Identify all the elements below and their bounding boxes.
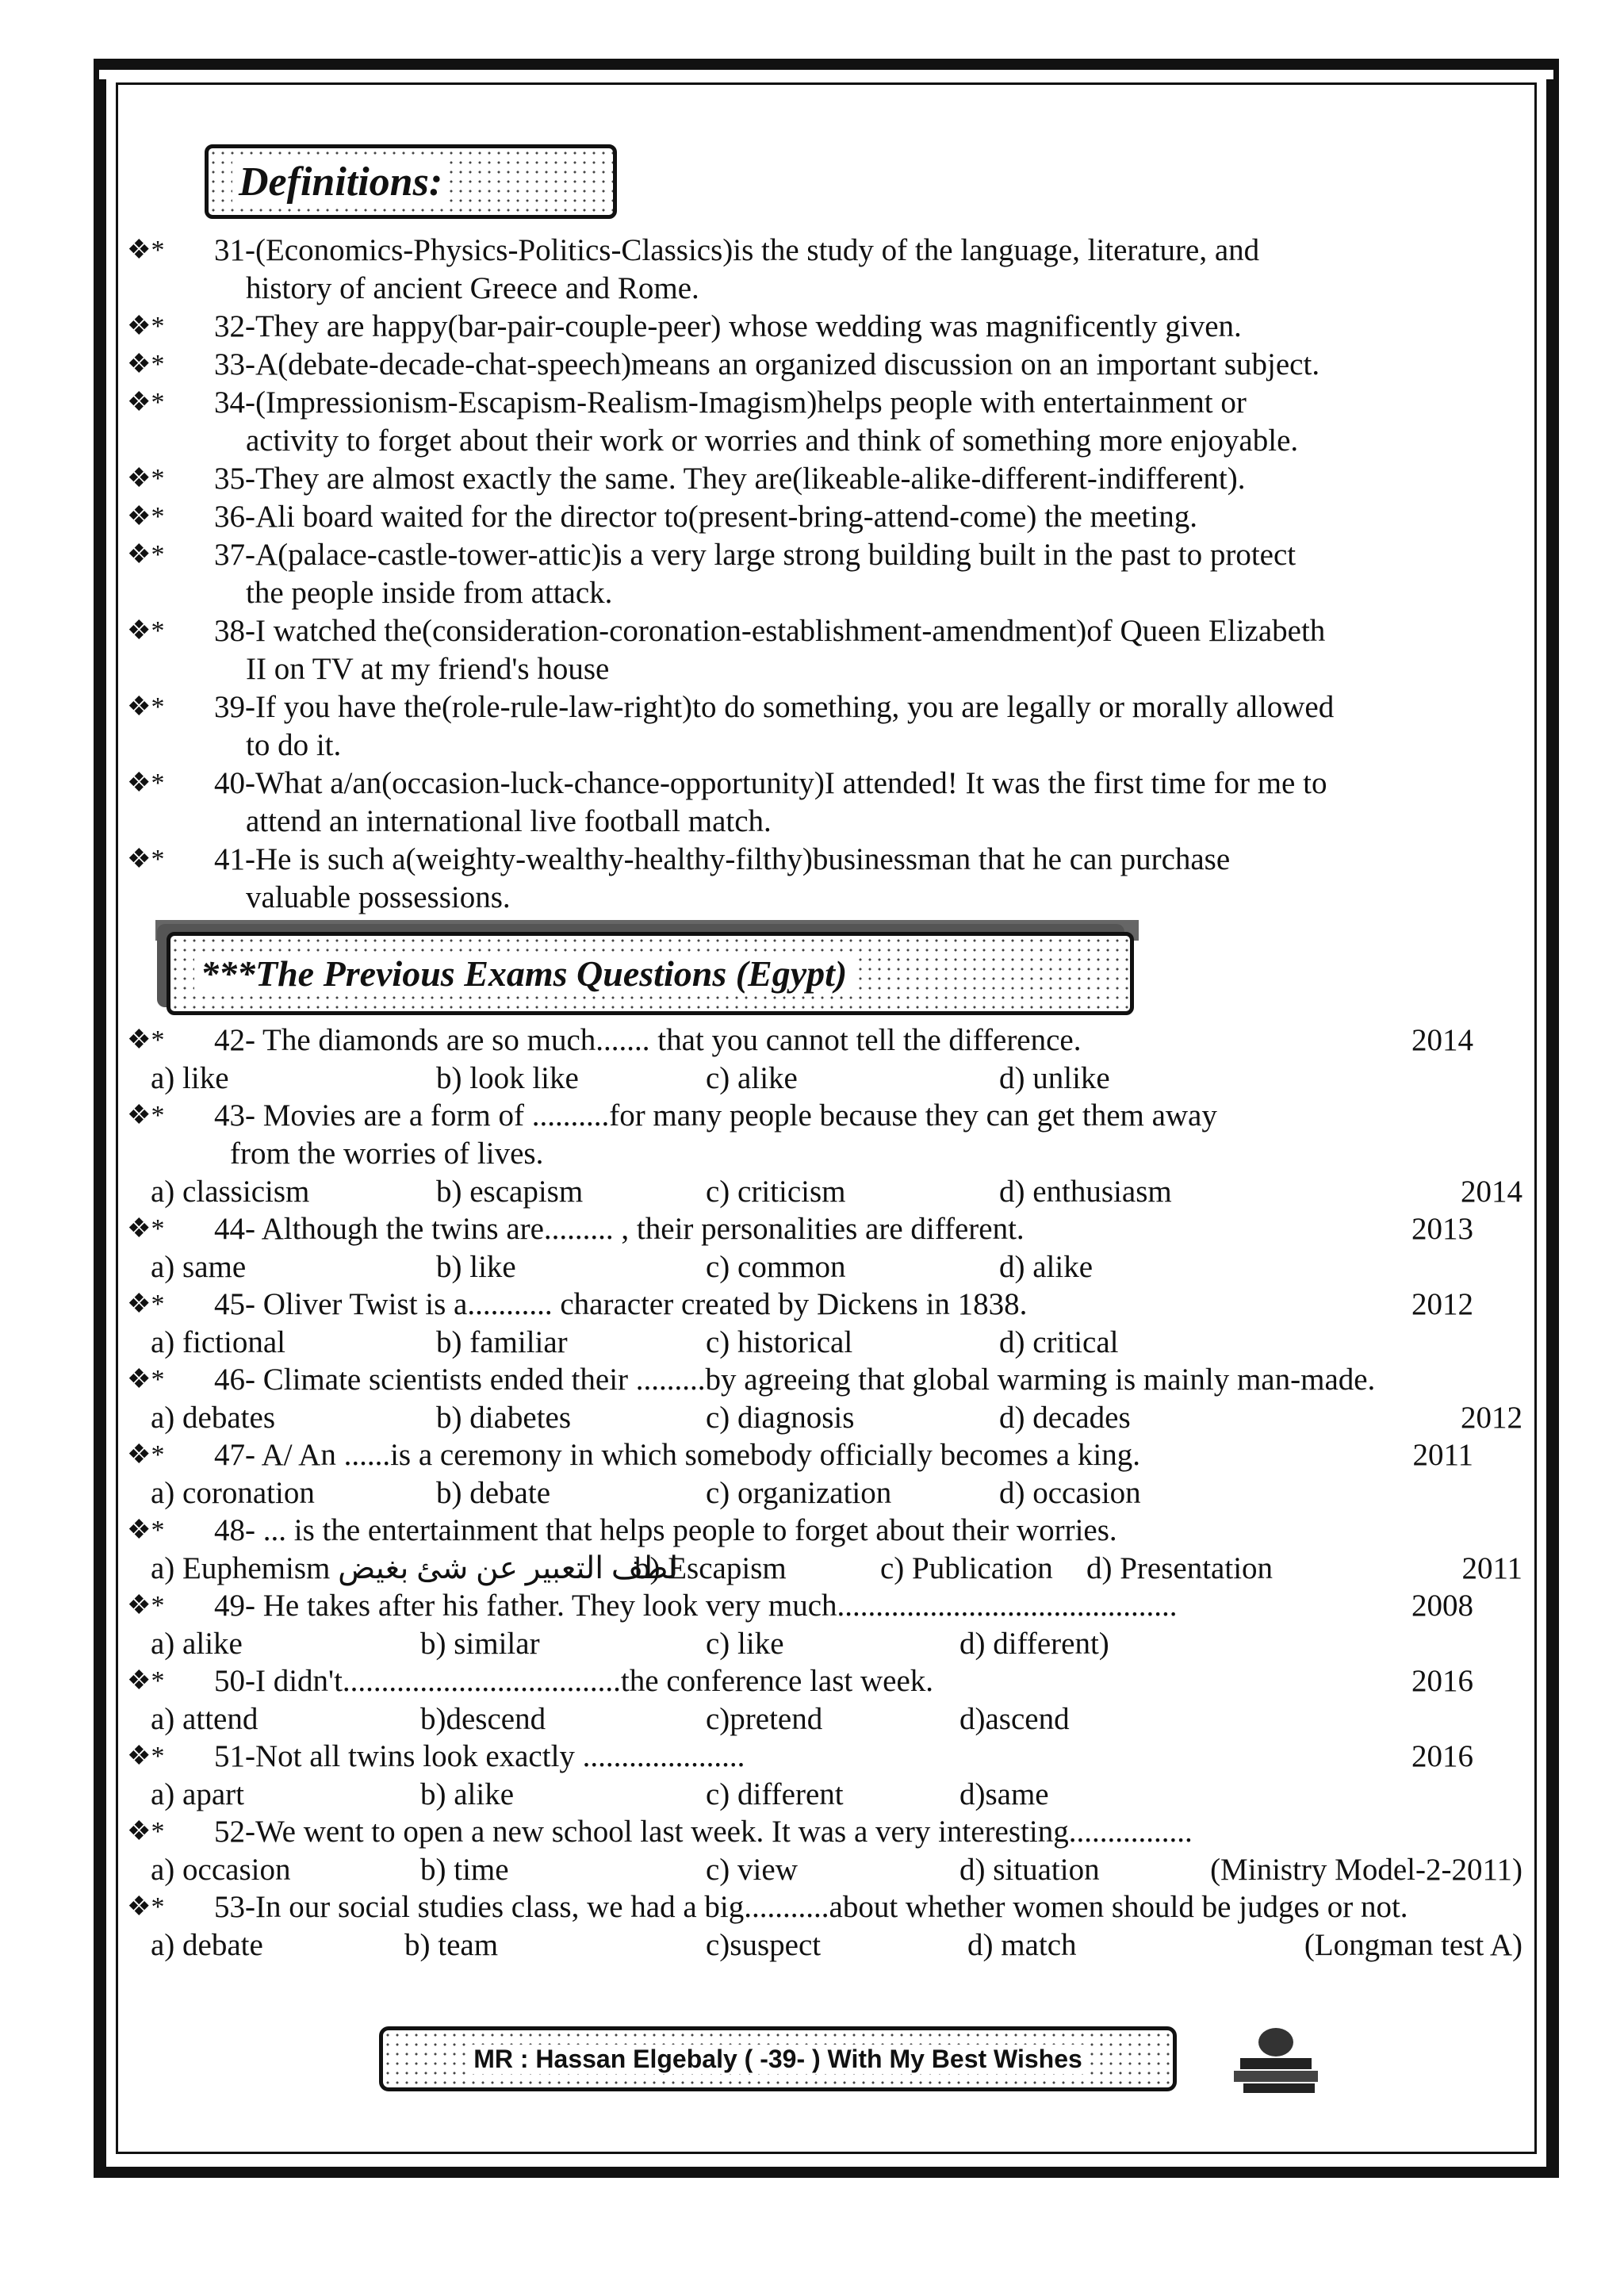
answer-option: c) common [706, 1250, 846, 1284]
definition-line: valuable possessions. [246, 880, 511, 914]
bullet-icon: ❖* [127, 1666, 165, 1696]
answer-options [151, 1399, 1522, 1436]
answer-options [151, 1173, 1522, 1210]
answer-option: a) fictional [151, 1325, 285, 1359]
bullet-icon: ❖* [127, 1290, 165, 1319]
answer-option: d) different) [959, 1627, 1109, 1661]
bullet-icon: ❖* [127, 236, 165, 265]
answer-options [151, 1700, 1522, 1738]
bullet-icon: ❖* [127, 1516, 165, 1545]
bullet-icon: ❖* [127, 1214, 165, 1244]
bullet-icon: ❖* [127, 1440, 165, 1470]
bullet-icon: ❖* [127, 464, 165, 493]
answer-option: b)descend [420, 1702, 546, 1736]
exam-year: 2016 [1411, 1664, 1473, 1698]
question-text: 42- The diamonds are so much....... that you cannot tell the difference. [214, 1023, 1082, 1057]
question-text: 53-In our social studies class, we had a big...........about whether women should be judges or not. [214, 1890, 1408, 1924]
answer-options [151, 1550, 1522, 1587]
definition-line: 36-Ali board waited for the director to(present-bring-attend-come) the meeting. [214, 500, 1197, 534]
question-text: 44- Although the twins are......... , their personalities are different. [214, 1212, 1025, 1246]
answer-option: c) different [706, 1777, 844, 1811]
answer-option: a) debates [151, 1401, 275, 1435]
question-text: 45- Oliver Twist is a........... character created by Dickens in 1838. [214, 1287, 1028, 1321]
exam-year: 2014 [1461, 1175, 1522, 1209]
definitions-heading-text: Definitions: [232, 159, 449, 205]
exam-year: 2012 [1461, 1401, 1522, 1435]
answer-option: c) historical [706, 1325, 853, 1359]
answer-option: d) critical [999, 1325, 1119, 1359]
definition-item [127, 688, 1522, 765]
question-item [127, 1813, 1522, 1888]
answer-option: a) alike [151, 1627, 243, 1661]
answer-option: b) familiar [436, 1325, 568, 1359]
answer-option: a) Euphemism لطف التعبير عن شئ بغيض [151, 1551, 679, 1585]
question-item [127, 1097, 1522, 1210]
answer-options [151, 1248, 1522, 1286]
question-item [127, 1662, 1522, 1738]
exam-year: 2016 [1411, 1739, 1473, 1773]
question-item [127, 1286, 1522, 1361]
answer-option: b) like [436, 1250, 516, 1284]
exam-year: 2013 [1411, 1212, 1473, 1246]
definitions-section [127, 232, 1522, 917]
question-item [127, 1022, 1522, 1097]
answer-option: c) view [706, 1853, 798, 1887]
definition-item [127, 346, 1522, 384]
answer-option: d) unlike [999, 1061, 1110, 1095]
exam-year: (Longman test A) [1304, 1928, 1522, 1962]
answer-option: a) classicism [151, 1175, 310, 1209]
definition-line: 38-I watched the(consideration-coronation-establishment-amendment)of Queen Elizabeth [214, 614, 1326, 648]
answer-options [151, 1060, 1522, 1097]
answer-option: b) diabetes [436, 1401, 572, 1435]
answer-option: b) similar [420, 1627, 540, 1661]
answer-options [151, 1851, 1522, 1888]
answer-option: c) organization [706, 1476, 892, 1510]
definition-item [127, 460, 1522, 498]
questions-section [127, 1022, 1522, 1964]
answer-option: b) look like [436, 1061, 579, 1095]
bullet-icon: ❖* [127, 616, 165, 646]
answer-options [151, 1926, 1522, 1964]
definition-line: 34-(Impressionism-Escapism-Realism-Imagism)helps people with entertainment or [214, 385, 1247, 420]
footer-text: MR : Hassan Elgebaly ( -39- ) With My Best Wishes [465, 2045, 1090, 2074]
definition-item [127, 232, 1522, 308]
question-item [127, 1210, 1522, 1286]
definition-line: 39-If you have the(role-rule-law-right)to do something, you are legally or morally allowed [214, 690, 1335, 724]
books-icon [1224, 2018, 1327, 2098]
answer-option: b) alike [420, 1777, 515, 1811]
answer-option: b) team [404, 1928, 499, 1962]
question-text: 43- Movies are a form of ..........for many people because they can get them away [214, 1098, 1217, 1133]
answer-option: c) like [706, 1627, 784, 1661]
bullet-icon: ❖* [127, 692, 165, 722]
footer-banner [379, 2026, 1177, 2091]
answer-option: a) coronation [151, 1476, 315, 1510]
answer-option: d) enthusiasm [999, 1175, 1172, 1209]
definition-item [127, 536, 1522, 612]
bullet-icon: ❖* [127, 540, 165, 569]
definition-line: to do it. [246, 728, 342, 762]
exam-year: 2012 [1411, 1287, 1473, 1321]
definition-line: II on TV at my friend's house [246, 652, 610, 686]
question-text: 50-I didn't....................................the conference last week. [214, 1664, 934, 1698]
exam-heading-text: ***The Previous Exams Questions (Egypt) [194, 953, 853, 995]
definition-line: 32-They are happy(bar-pair-couple-peer) whose wedding was magnificently given. [214, 309, 1242, 343]
answer-option: a) debate [151, 1928, 263, 1962]
exam-year: 2008 [1411, 1589, 1473, 1623]
answer-option: b) escapism [436, 1175, 584, 1209]
bullet-icon: ❖* [127, 1101, 165, 1130]
answer-option: d) alike [999, 1250, 1094, 1284]
question-item [127, 1512, 1522, 1587]
exam-year: 2011 [1412, 1438, 1473, 1472]
question-text: from the worries of lives. [230, 1137, 544, 1171]
definition-line: the people inside from attack. [246, 576, 613, 610]
answer-option: c) diagnosis [706, 1401, 855, 1435]
answer-option: c) alike [706, 1061, 798, 1095]
answer-option: a) same [151, 1250, 247, 1284]
bullet-icon: ❖* [127, 1892, 165, 1922]
bullet-icon: ❖* [127, 1591, 165, 1620]
definition-line: 37-A(palace-castle-tower-attic)is a very large strong building built in the past to protect [214, 538, 1297, 572]
definitions-heading [205, 144, 617, 219]
bullet-icon: ❖* [127, 388, 165, 417]
bullet-icon: ❖* [127, 769, 165, 798]
answer-option: c) Publication [880, 1551, 1053, 1585]
question-item [127, 1361, 1522, 1436]
question-text: 51-Not all twins look exactly ..................... [214, 1739, 745, 1773]
bullet-icon: ❖* [127, 1365, 165, 1394]
bullet-icon: ❖* [127, 1742, 165, 1771]
definition-line: attend an international live football match. [246, 804, 772, 838]
exam-year: (Ministry Model-2-2011) [1210, 1853, 1522, 1887]
question-text: 52-We went to open a new school last week. It was a very interesting................ [214, 1815, 1193, 1849]
answer-option: c)pretend [706, 1702, 823, 1736]
definition-line: 35-They are almost exactly the same. They are(likeable-alike-different-indifferent). [214, 462, 1246, 496]
answer-options [151, 1324, 1522, 1361]
definition-item [127, 498, 1522, 536]
answer-option: d) match [967, 1928, 1077, 1962]
answer-option: d) situation [959, 1853, 1100, 1887]
bullet-icon: ❖* [127, 1025, 165, 1055]
bullet-icon: ❖* [127, 350, 165, 379]
definition-line: 31-(Economics-Physics-Politics-Classics)is the study of the language, literature, and [214, 233, 1260, 267]
answer-option: a) attend [151, 1702, 259, 1736]
exam-year: 2011 [1461, 1551, 1522, 1585]
definition-line: 40-What a/an(occasion-luck-chance-opportunity)I attended! It was the first time for me to [214, 766, 1327, 800]
definition-item [127, 384, 1522, 460]
question-item [127, 1587, 1522, 1662]
answer-option: d) occasion [999, 1476, 1141, 1510]
definition-line: 41-He is such a(weighty-wealthy-healthy-filthy)businessman that he can purchase [214, 842, 1231, 876]
bullet-icon: ❖* [127, 502, 165, 531]
question-text: 46- Climate scientists ended their .........by agreeing that global warming is mainly man-made. [214, 1363, 1376, 1397]
answer-options [151, 1625, 1522, 1662]
answer-option: d)ascend [959, 1702, 1070, 1736]
definition-line: activity to forget about their work or worries and think of something more enjoyable. [246, 424, 1299, 458]
exam-heading [167, 932, 1134, 1015]
answer-options [151, 1474, 1522, 1512]
question-text: 49- He takes after his father. They look very much............................................ [214, 1589, 1178, 1623]
question-text: 47- A/ An ......is a ceremony in which somebody officially becomes a king. [214, 1438, 1140, 1472]
definition-item [127, 841, 1522, 917]
answer-option: a) occasion [151, 1853, 291, 1887]
answer-option: d)same [959, 1777, 1049, 1811]
definition-line: history of ancient Greece and Rome. [246, 271, 699, 305]
answer-option: b) Escapism [634, 1551, 787, 1585]
definition-item [127, 308, 1522, 346]
answer-option: a) apart [151, 1777, 244, 1811]
question-text: 48- ... is the entertainment that helps people to forget about their worries. [214, 1513, 1117, 1547]
definition-line: 33-A(debate-decade-chat-speech)means an organized discussion on an important subject. [214, 347, 1320, 381]
answer-option: b) debate [436, 1476, 551, 1510]
question-item [127, 1436, 1522, 1512]
bullet-icon: ❖* [127, 312, 165, 341]
definition-item [127, 765, 1522, 841]
exam-year: 2014 [1411, 1023, 1473, 1057]
definition-item [127, 612, 1522, 688]
answer-options [151, 1776, 1522, 1813]
bullet-icon: ❖* [127, 845, 165, 874]
answer-option: c)suspect [706, 1928, 822, 1962]
answer-option: b) time [420, 1853, 509, 1887]
bullet-icon: ❖* [127, 1817, 165, 1846]
question-item [127, 1888, 1522, 1964]
answer-option: d) Presentation [1086, 1551, 1274, 1585]
answer-option: a) like [151, 1061, 229, 1095]
answer-option: c) criticism [706, 1175, 846, 1209]
answer-option: d) decades [999, 1401, 1131, 1435]
question-item [127, 1738, 1522, 1813]
